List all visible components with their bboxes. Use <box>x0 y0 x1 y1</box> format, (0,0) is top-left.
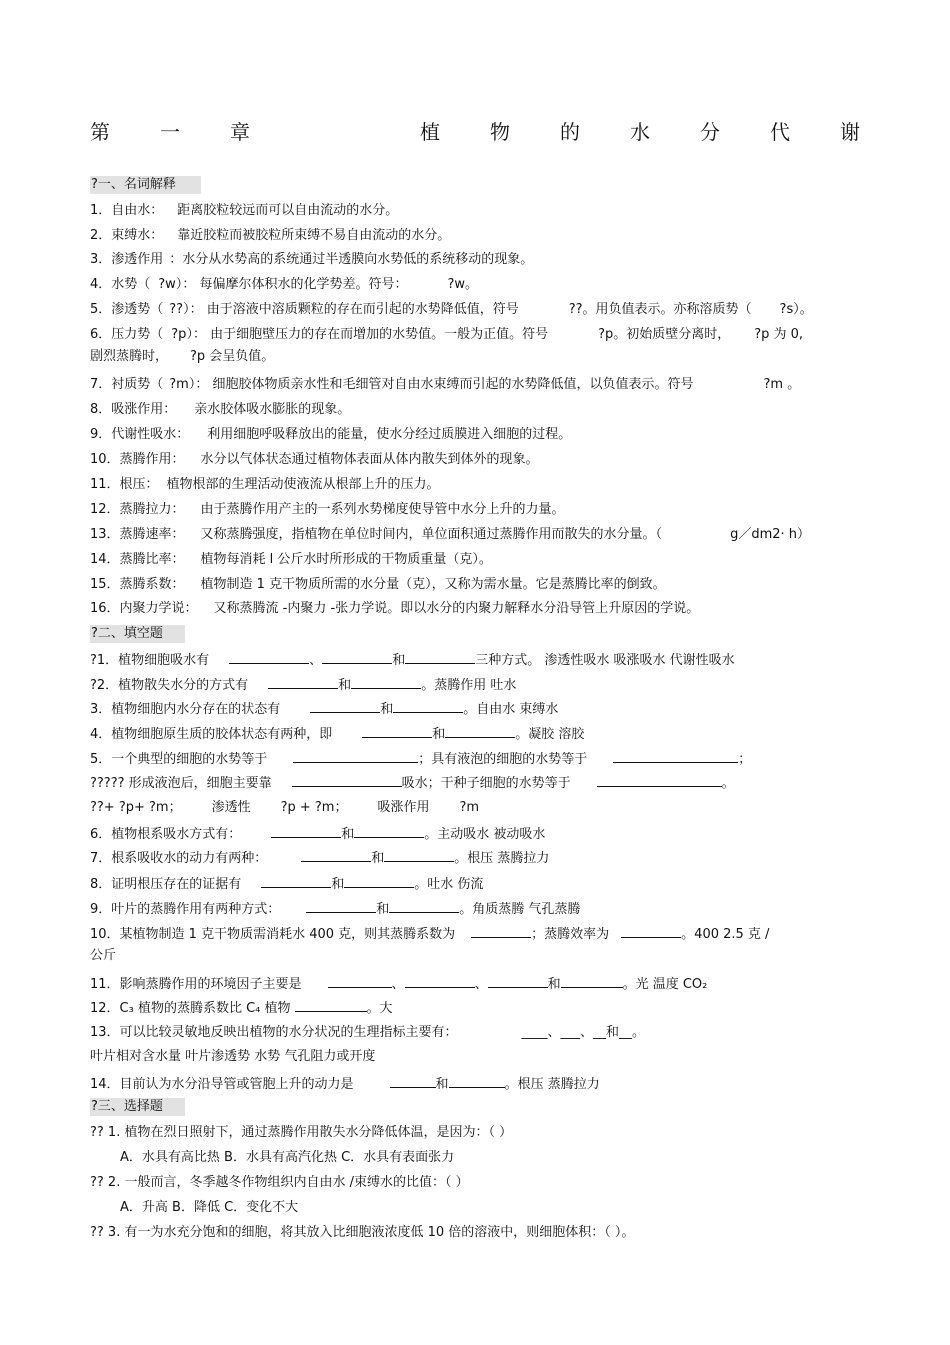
answer-blank[interactable] <box>393 700 463 713</box>
term-item: 7．衬质势（ ?m）： 细胞胶体物质亲水性和毛细管对自由水束缚而引起的水势降低值，以负值表示。符号 ?m 。 <box>90 377 801 392</box>
title-char: 第 <box>90 120 110 144</box>
title-char: 的 <box>560 120 580 144</box>
title-char: 水 <box>630 120 650 144</box>
term-item: 16．内聚力学说： 又称蒸腾流 -内聚力 -张力学说。即以水分的内聚力解释水分沿导管上升原因的学说。 <box>90 601 700 616</box>
fill-item: 4．植物细胞原生质的胶体状态有两种，即 和 。凝胶 溶胶 <box>90 727 585 742</box>
fill-item: 8．证明根压存在的证据有 和 。吐水 伤流 <box>90 877 484 892</box>
section-header-fill: ?二、填空题 <box>90 625 185 643</box>
term-item: 13．蒸腾速率： 又称蒸腾强度，指植物在单位时间内，单位面积通过蒸腾作用而散失的水分量。（ g／dm2· h） <box>90 527 811 542</box>
term-item: 5．渗透势（ ??）： 由于溶液中溶质颗粒的存在而引起的水势降低值，符号 ??。用负值表示。亦称溶质势（ ?s）。 <box>90 302 813 317</box>
fill-item: ?2．植物散失水分的方式有 和 。蒸腾作用 吐水 <box>90 678 517 693</box>
fill-item: 14．目前认为水分沿导管或管胞上升的动力是 和 。根压 蒸腾拉力 <box>90 1077 600 1092</box>
title-char: 章 <box>230 120 250 144</box>
answer-blank[interactable] <box>268 676 338 689</box>
fill-item: 13．可以比较灵敏地反映出植物的水分状况的生理指标主要有： ____、___、__和__。 <box>90 1025 646 1040</box>
answer-blank[interactable] <box>390 1075 436 1088</box>
fill-answer: ??+ ?p+ ?m； 渗透性 ?p + ?m； 吸涨作用 ?m <box>90 800 480 815</box>
choice-options[interactable]: A．水具有高比热 B．水具有高汽化热 C．水具有表面张力 <box>120 1150 455 1165</box>
title-char: 一 <box>160 120 180 144</box>
fill-item: 3．植物细胞内水分存在的状态有 和 。自由水 束缚水 <box>90 702 559 717</box>
section-header-terms: ?一、名词解释 <box>90 176 201 194</box>
answer-blank[interactable] <box>310 700 380 713</box>
term-item: 11．根压： 植物根部的生理活动使液流从根部上升的压力。 <box>90 477 440 492</box>
answer-blank[interactable] <box>229 651 309 664</box>
fill-item: 10．某植物制造 1 克干物质需消耗水 400 克，则其蒸腾系数为 ；蒸腾效率为 。400 2.5 克 / <box>90 927 770 942</box>
answer-blank[interactable] <box>301 849 371 862</box>
term-item: 剧烈蒸腾时， ?p 会呈负值。 <box>90 349 275 364</box>
answer-blank[interactable] <box>449 1075 505 1088</box>
answer-blank[interactable] <box>271 825 341 838</box>
answer-blank[interactable] <box>405 651 475 664</box>
choice-options[interactable]: A．升高 B．降低 C．变化不大 <box>120 1200 299 1215</box>
term-item: 3．渗透作用 ：水分从水势高的系统通过半透膜向水势低的系统移动的现象。 <box>90 252 534 267</box>
answer-blank[interactable] <box>292 774 402 787</box>
term-item: 6．压力势（ ?p）： 由于细胞壁压力的存在而增加的水势值。一般为正值。符号 ?p。初始质壁分离时， ?p 为 0, <box>90 327 804 342</box>
title-char: 代 <box>770 120 790 144</box>
answer-blank[interactable] <box>613 750 738 763</box>
term-item: 9．代谢性吸水： 利用细胞呼吸释放出的能量，使水分经过质膜进入细胞的过程。 <box>90 427 572 442</box>
answer-blank[interactable] <box>295 999 367 1012</box>
answer-blank[interactable] <box>293 750 418 763</box>
answer-blank[interactable] <box>306 900 376 913</box>
answer-blank[interactable] <box>351 676 421 689</box>
choice-question: ?? 2. 一般而言，冬季越冬作物组织内自由水 /束缚水的比值：（ ） <box>90 1175 469 1190</box>
answer-blank[interactable] <box>471 925 531 938</box>
choice-question: ?? 1. 植物在烈日照射下，通过蒸腾作用散失水分降低体温，是因为：（ ） <box>90 1125 513 1140</box>
term-item: 4．水势（ ?w）： 每偏摩尔体积水的化学势差。符号： ?w。 <box>90 277 479 292</box>
choice-question: ?? 3. 有一为水充分饱和的细胞，将其放入比细胞液浓度低 10 倍的溶液中，则细胞体积：（ ）。 <box>90 1225 635 1240</box>
answer-blank[interactable] <box>597 774 722 787</box>
answer-blank[interactable] <box>445 725 515 738</box>
answer-blank[interactable] <box>261 875 331 888</box>
term-item: 10．蒸腾作用： 水分以气体状态通过植物体表面从体内散失到体外的现象。 <box>90 452 539 467</box>
title-char: 物 <box>490 120 510 144</box>
fill-item: 公斤 <box>90 948 117 963</box>
fill-item: ????? 形成液泡后，细胞主要靠 吸水；干种子细胞的水势等于 。 <box>90 776 735 791</box>
answer-blank[interactable] <box>344 875 414 888</box>
term-item: 2．束缚水： 靠近胶粒而被胶粒所束缚不易自由流动的水分。 <box>90 228 451 243</box>
term-item: 15．蒸腾系数： 植物制造 1 克干物质所需的水分量（克），又称为需水量。它是蒸腾比率的倒致。 <box>90 577 666 592</box>
answer-blank[interactable] <box>362 725 432 738</box>
answer-blank[interactable] <box>488 975 548 988</box>
fill-item: 9．叶片的蒸腾作用有两种方式： 和 。角质蒸腾 气孔蒸腾 <box>90 902 581 917</box>
term-item: 14．蒸腾比率： 植物每消耗 l 公斤水时所形成的干物质重量（克）。 <box>90 552 492 567</box>
title-char: 分 <box>700 120 720 144</box>
answer-blank[interactable] <box>328 975 392 988</box>
answer-blank[interactable] <box>354 825 424 838</box>
title-char: 植 <box>420 120 440 144</box>
answer-blank[interactable] <box>561 975 623 988</box>
fill-item: ?1．植物细胞吸水有 、 和 三种方式。 渗透性吸水 吸涨吸水 代谢性吸水 <box>90 653 735 668</box>
term-item: 12．蒸腾拉力： 由于蒸腾作用产主的一系列水势梯度使导管中水分上升的力量。 <box>90 502 565 517</box>
answer-blank[interactable] <box>621 925 681 938</box>
answer-blank[interactable] <box>384 849 454 862</box>
title-char: 谢 <box>840 120 860 144</box>
fill-item: 6．植物根系吸水方式有： 和 。主动吸水 被动吸水 <box>90 827 546 842</box>
fill-answer: 叶片相对含水量 叶片渗透势 水势 气孔阻力或开度 <box>90 1049 376 1064</box>
fill-item: 12．C₃ 植物的蒸腾系数比 C₄ 植物 。大 <box>90 1001 393 1016</box>
term-item: 1．自由水： 距离胶粒较远而可以自由流动的水分。 <box>90 203 399 218</box>
term-item: 8．吸涨作用： 亲水胶体吸水膨胀的现象。 <box>90 402 351 417</box>
answer-blank[interactable] <box>322 651 392 664</box>
answer-blank[interactable] <box>389 900 459 913</box>
answer-blank[interactable] <box>405 975 475 988</box>
section-header-choice: ?三、选择题 <box>90 1098 185 1116</box>
fill-item: 7．根系吸收水的动力有两种： 和 。根压 蒸腾拉力 <box>90 851 550 866</box>
fill-item: 11．影响蒸腾作用的环境因子主要是 、 、 和 。光 温度 CO₂ <box>90 977 708 992</box>
fill-item: 5．一个典型的细胞的水势等于 ；具有液泡的细胞的水势等于 ； <box>90 752 752 767</box>
chapter-title <box>88 118 862 148</box>
